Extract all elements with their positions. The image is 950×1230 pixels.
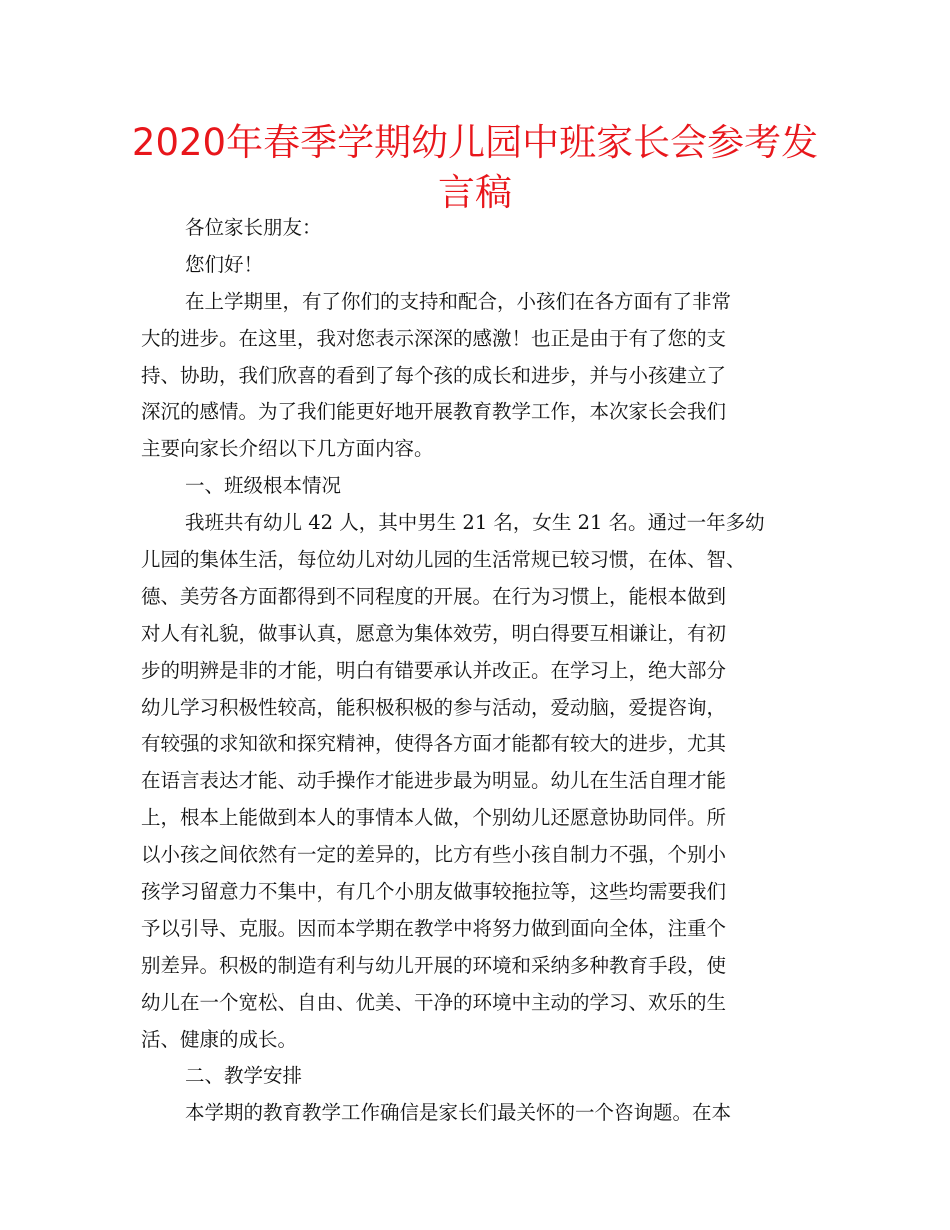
text-line: 别差异。积极的制造有利与幼儿开展的环境和采纳多种教育手段，使	[141, 953, 727, 977]
text-line: 孩学习留意力不集中，有几个小朋友做事较拖拉等，这些均需要我们	[141, 880, 727, 904]
title-line-1: 2020年春季学期幼儿园中班家长会参考发	[131, 121, 819, 164]
text-line: 步的明辨是非的才能，明白有错要承认并改正。在学习上，绝大部分	[141, 658, 727, 682]
text-line: 上，根本上能做到本人的事情本人做，个别幼儿还愿意协助同伴。所	[141, 806, 727, 830]
text-line: 在上学期里，有了你们的支持和配合，小孩们在各方面有了非常	[185, 289, 732, 313]
title-line-2: 言稿	[438, 171, 512, 214]
text-line: 德、美劳各方面都得到不同程度的开展。在行为习惯上，能根本做到	[141, 584, 727, 608]
text-line: 各位家长朋友：	[185, 216, 322, 239]
text-line: 大的进步。在这里，我对您表示深深的感激！也正是由于有了您的支	[141, 326, 727, 350]
text-line: 有较强的求知欲和探究精神，使得各方面才能都有较大的进步，尤其	[141, 732, 727, 756]
text-line: 对人有礼貌，做事认真，愿意为集体效劳，明白得要互相谦让，有初	[141, 621, 727, 645]
text-line: 我班共有幼儿 42 人，其中男生 21 名，女生 21 名。通过一年多幼	[185, 511, 765, 535]
text-line: 幼儿学习积极性较高，能积极积极的参与活动，爱动脑，爱提咨询，	[141, 695, 727, 719]
document-body	[141, 210, 813, 1132]
text-line: 在语言表达才能、动手操作才能进步最为明显。幼儿在生活自理才能	[141, 769, 727, 793]
text-line: 以小孩之间依然有一定的差异的，比方有些小孩自制力不强，个别小	[141, 843, 727, 867]
text-line: 活、健康的成长。	[141, 1027, 298, 1051]
text-line: 一、班级根本情况	[185, 474, 342, 498]
text-line: 深沉的感情。为了我们能更好地开展教育教学工作，本次家长会我们	[141, 400, 727, 424]
document-title	[120, 118, 830, 218]
text-line: 幼儿在一个宽松、自由、优美、干净的环境中主动的学习、欢乐的生	[141, 990, 727, 1014]
text-line: 二、教学安排	[185, 1064, 303, 1088]
text-line: 儿园的集体生活，每位幼儿对幼儿园的生活常规已较习惯，在体、智、	[141, 548, 746, 572]
text-line: 持、协助，我们欣喜的看到了每个孩的成长和进步，并与小孩建立了	[141, 363, 727, 387]
text-line: 本学期的教育教学工作确信是家长们最关怀的一个咨询题。在本	[185, 1101, 732, 1125]
text-line: 予以引导、克服。因而本学期在教学中将努力做到面向全体，注重个	[141, 916, 727, 940]
text-line: 主要向家长介绍以下几方面内容。	[141, 437, 434, 461]
text-line: 您们好！	[185, 252, 264, 276]
